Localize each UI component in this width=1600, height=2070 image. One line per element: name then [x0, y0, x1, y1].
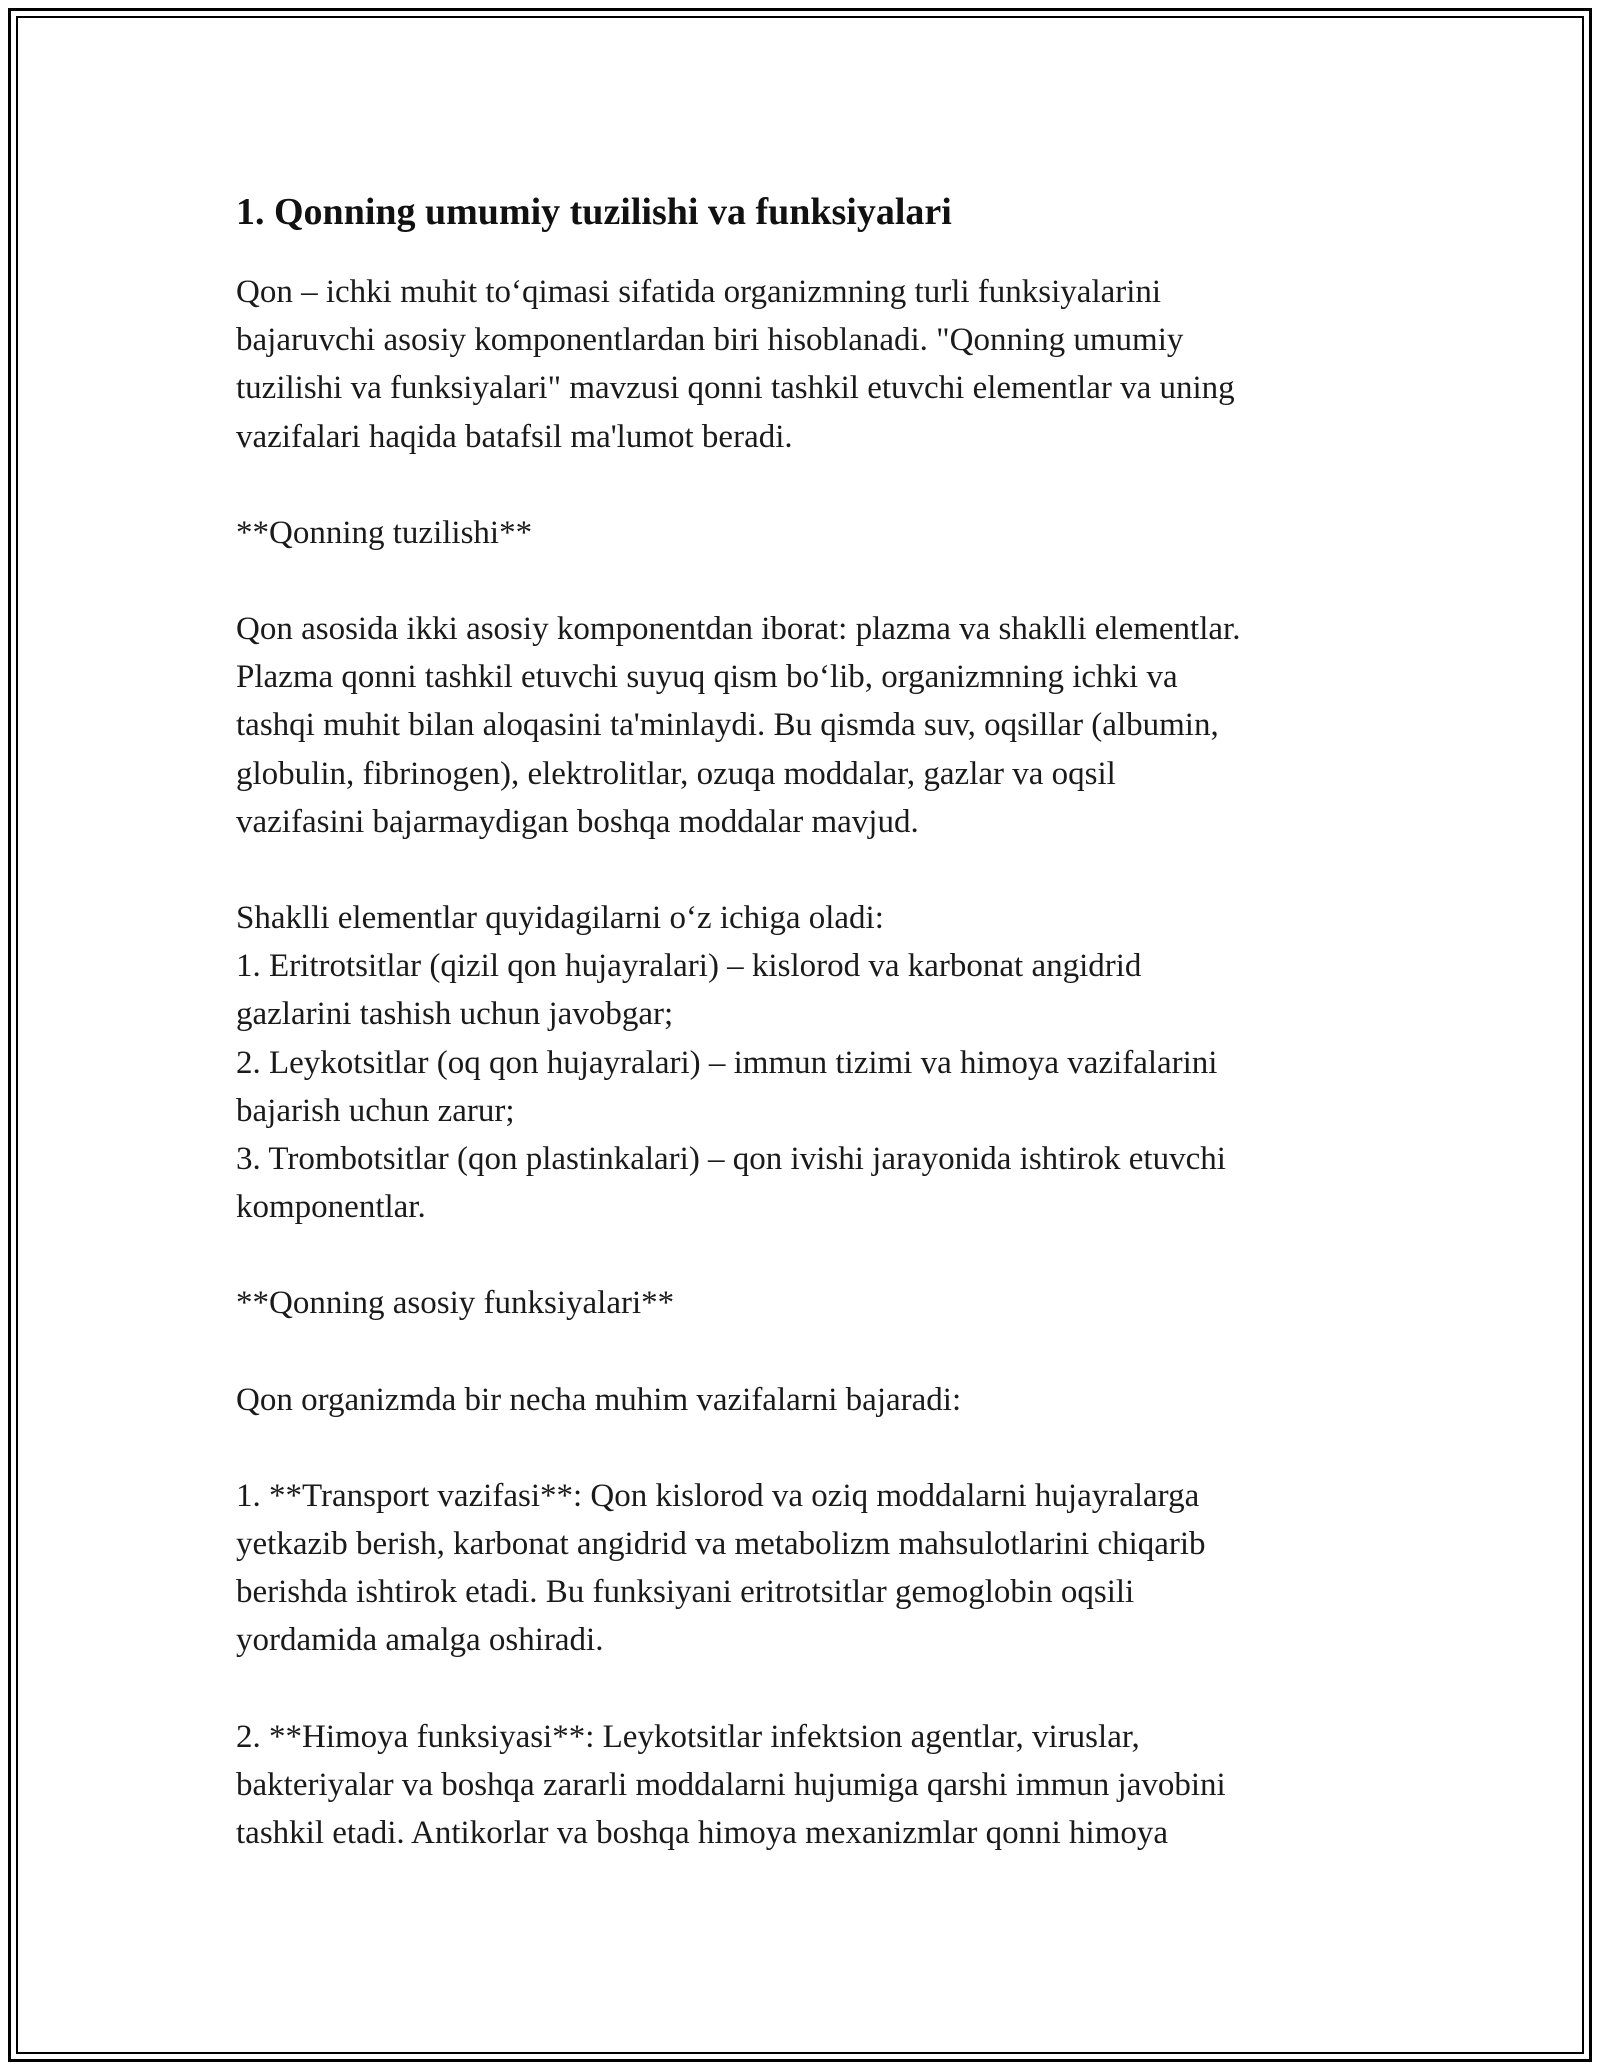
structure-subheading: **Qonning tuzilishi** — [236, 514, 533, 551]
functions-subheading: **Qonning asosiy funksiyalari** — [236, 1285, 675, 1322]
document-body — [236, 184, 1376, 1905]
functions-intro: Qon organizmda bir necha muhim vazifalarni bajaradi: — [236, 1381, 962, 1418]
protective-function-paragraph: 2. **Himoya funksiyasi**: Leykotsitlar infektsion agentlar, viruslar, bakteriyalar va boshqa zararli moddalarni hujumiga qarshi immun javobini tashkil etadi. Antikorlar va boshqa himoya mexanizmlar qonni himoya — [236, 1718, 1226, 1852]
plasma-paragraph: Qon asosida ikki asosiy komponentdan iborat: plazma va shaklli elementlar. Plazma qonni tashkil etuvchi suyuq qism bo‘lib, organizmning ichki va tashqi muhit bilan aloqasini ta'minlaydi. Bu qismda suv, oqsillar (albumin, globulin, fibrinogen), elektrolitlar, ozuqa moddalar, gazlar va oqsil vazifasini bajarmaydigan boshqa moddalar mavjud. — [236, 611, 1241, 840]
section-heading: 1. Qonning umumiy tuzilishi va funksiyalari — [236, 191, 952, 233]
formed-elements-list: Shaklli elementlar quyidagilarni o‘z ichiga oladi: 1. Eritrotsitlar (qizil qon hujayralari) – kislorod va karbonat angidrid gazlarini tashish uchun javobgar; 2. Leykotsitlar (oq qon hujayralari) – immun tizimi va himoya vazifalarini bajarish uchun zarur; 3. Trombotsitlar (qon plastinkalari) – qon ivishi jarayonida ishtirok etuvchi komponentlar. — [236, 900, 1226, 1226]
transport-function-paragraph: 1. **Transport vazifasi**: Qon kislorod va oziq moddalarni hujayralarga yetkazib berish, karbonat angidrid va metabolizm mahsulotlarini chiqarib berishda ishtirok etadi. Bu funksiyani eritrotsitlar gemoglobin oqsili yordamida amalga oshiradi. — [236, 1477, 1206, 1659]
intro-paragraph: Qon – ichki muhit to‘qimasi sifatida organizmning turli funksiyalarini bajaruvchi asosiy komponentlardan biri hisoblanadi. "Qonning umumiy tuzilishi va funksiyalari" mavzusi qonni tashkil etuvchi elementlar va uning vazifalari haqida batafsil ma'lumot beradi. — [236, 274, 1235, 455]
